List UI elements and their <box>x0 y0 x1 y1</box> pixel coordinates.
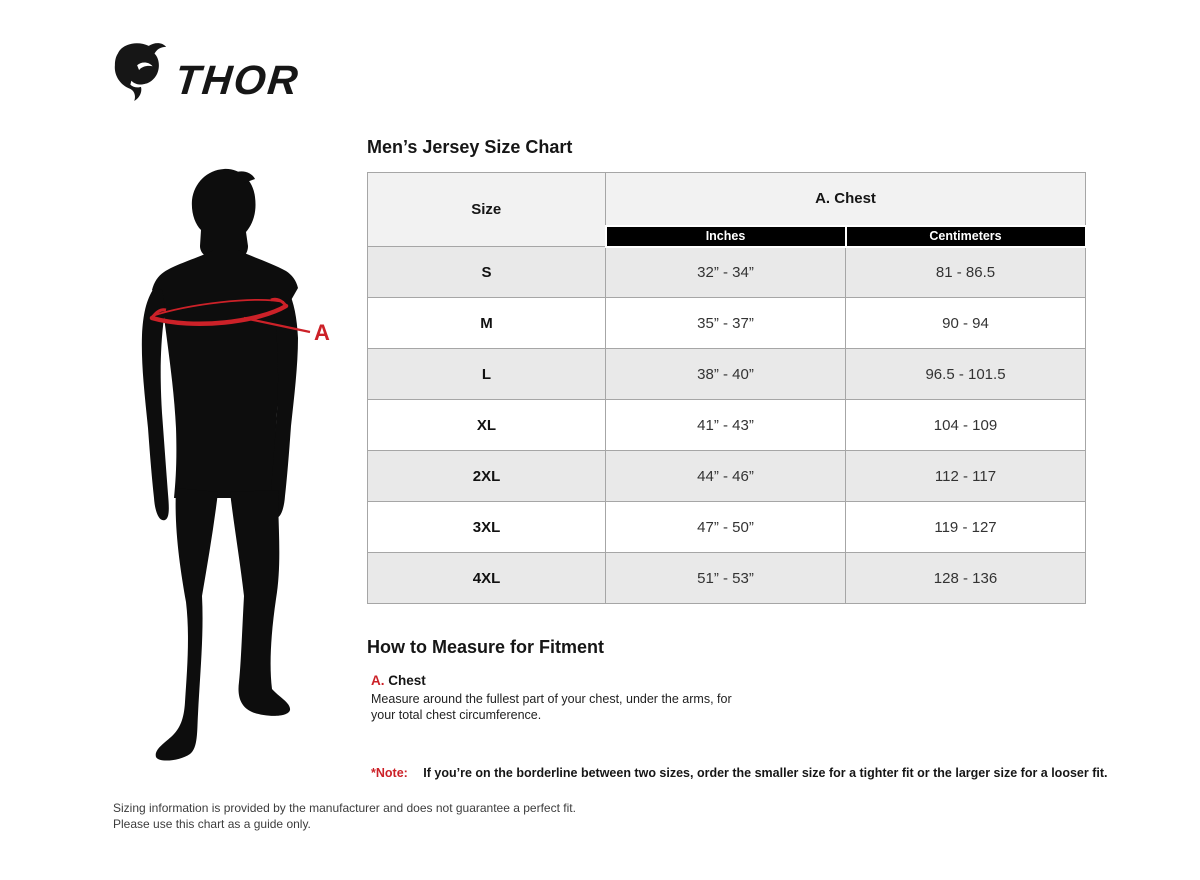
size-table-body <box>368 247 1086 604</box>
size-cell: 4XL <box>368 553 606 604</box>
table-row <box>368 553 1086 604</box>
centimeters-cell: 81 - 86.5 <box>846 247 1086 298</box>
thor-goat-head-icon <box>112 42 170 104</box>
size-cell: S <box>368 247 606 298</box>
footer-disclaimer <box>113 800 576 832</box>
brand-wordmark: THOR <box>172 56 302 103</box>
measure-item-name: Chest <box>388 673 426 688</box>
centimeters-cell: 112 - 117 <box>846 451 1086 502</box>
table-row <box>368 298 1086 349</box>
centimeters-unit-header: Centimeters <box>846 226 1086 247</box>
footer-line-2: Please use this chart as a guide only. <box>113 817 311 831</box>
centimeters-cell: 104 - 109 <box>846 400 1086 451</box>
male-silhouette-graphic <box>134 166 360 770</box>
measure-section-heading: How to Measure for Fitment <box>367 637 605 657</box>
inches-cell: 44” - 46” <box>606 451 846 502</box>
measure-item-title <box>371 673 751 688</box>
chest-group-header: A. Chest <box>606 173 1086 226</box>
size-chart-table-wrap <box>367 172 1085 604</box>
centimeters-cell: 90 - 94 <box>846 298 1086 349</box>
size-cell: M <box>368 298 606 349</box>
measure-item-chest <box>371 673 751 723</box>
inches-cell: 35” - 37” <box>606 298 846 349</box>
page-title: Men’s Jersey Size Chart <box>367 137 573 157</box>
inches-cell: 38” - 40” <box>606 349 846 400</box>
table-row <box>368 502 1086 553</box>
size-cell: 2XL <box>368 451 606 502</box>
inches-cell: 32” - 34” <box>606 247 846 298</box>
measure-item-letter: A. <box>371 673 385 688</box>
size-cell: 3XL <box>368 502 606 553</box>
note-text: If you’re on the borderline between two sizes, order the smaller size for a tighter fit or the larger size for a looser fit. <box>423 766 1108 780</box>
size-cell: L <box>368 349 606 400</box>
measure-item-description: Measure around the fullest part of your chest, under the arms, for your total chest circumference. <box>371 692 732 722</box>
inches-cell: 51” - 53” <box>606 553 846 604</box>
table-row <box>368 247 1086 298</box>
chest-point-label: A <box>314 320 330 345</box>
brand-logo <box>112 42 300 104</box>
centimeters-cell: 119 - 127 <box>846 502 1086 553</box>
size-cell: XL <box>368 400 606 451</box>
measurement-figure <box>134 166 360 770</box>
table-row <box>368 400 1086 451</box>
table-row <box>368 349 1086 400</box>
note-label: *Note: <box>371 766 408 780</box>
size-chart-table <box>367 172 1087 604</box>
centimeters-cell: 96.5 - 101.5 <box>846 349 1086 400</box>
sizing-note <box>371 766 1107 780</box>
centimeters-cell: 128 - 136 <box>846 553 1086 604</box>
table-row <box>368 451 1086 502</box>
inches-unit-header: Inches <box>606 226 846 247</box>
footer-line-1: Sizing information is provided by the manufacturer and does not guarantee a perfect fit. <box>113 801 576 815</box>
size-column-header: Size <box>368 173 606 247</box>
inches-cell: 47” - 50” <box>606 502 846 553</box>
inches-cell: 41” - 43” <box>606 400 846 451</box>
